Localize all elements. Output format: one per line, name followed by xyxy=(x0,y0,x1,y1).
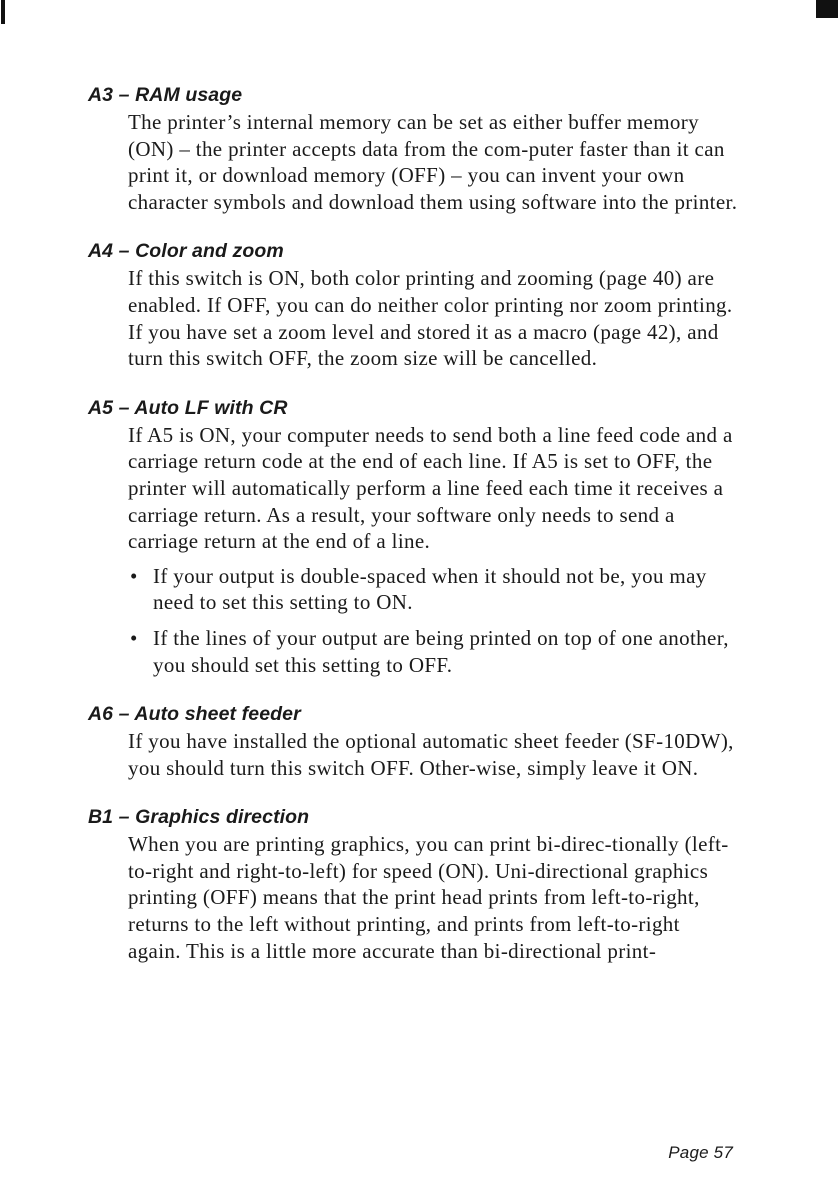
section-body: The printer’s internal memory can be set as either buffer memory (ON) – the printer accepts data from the com-puter faster than it can print it, or download memory (OFF) – you can invent your own character symbols and download them using software into the printer. xyxy=(128,110,738,214)
list-item xyxy=(128,563,738,616)
section-heading: B1 – Graphics direction xyxy=(88,806,310,829)
scan-edge-mark-right xyxy=(816,0,838,18)
page-number: Page 57 xyxy=(668,1143,733,1162)
section-a5-auto-lf-with-cr xyxy=(88,395,738,678)
section-body: If you have installed the optional automatic sheet feeder (SF-10DW), you should turn this switch OFF. Other-wise, simply leave it ON. xyxy=(128,729,734,780)
section-a3-ram-usage xyxy=(88,82,738,215)
section-body: If this switch is ON, both color printing and zooming (page 40) are enabled. If OFF, you can do neither color printing nor zoom printing. If you have set a zoom level and stored it as a macro (page 42), and turn this switch OFF, the zoom size will be cancelled. xyxy=(128,266,733,371)
bullet-icon: • xyxy=(130,563,138,588)
section-heading: A5 – Auto LF with CR xyxy=(88,396,288,419)
section-heading: A6 – Auto sheet feeder xyxy=(88,703,301,726)
page-content xyxy=(88,82,738,987)
section-heading: A4 – Color and zoom xyxy=(88,240,284,263)
bullet-icon: • xyxy=(130,625,138,650)
section-body: If A5 is ON, your computer needs to send both a line feed code and a carriage return code at the end of each line. If A5 is set to OFF, the printer will automatically perform a line feed each time it receives a carriage return. As a result, your software only needs to send a carriage return at the end of a line. xyxy=(128,422,733,554)
bullet-list xyxy=(128,563,738,678)
scan-edge-mark-left xyxy=(1,0,5,24)
section-a6-auto-sheet-feeder xyxy=(88,701,738,781)
section-a4-color-and-zoom xyxy=(88,238,738,371)
section-heading: A3 – RAM usage xyxy=(88,84,243,106)
bullet-text: If the lines of your output are being printed on top of one another, you should set this setting to OFF. xyxy=(153,625,729,677)
section-body: When you are printing graphics, you can print bi-direc-tionally (left-to-right and right-to-left) for speed (ON). Uni-directional graphics printing (OFF) means that the print head prints from left-to-right, returns to the left without printing, and prints from left-to-right again. This is a little more accurate than bi-directional print- xyxy=(128,832,729,963)
bullet-text: If your output is double-spaced when it should not be, you may need to set this setting to ON. xyxy=(153,563,707,615)
section-b1-graphics-direction xyxy=(88,804,738,964)
list-item xyxy=(128,625,738,678)
